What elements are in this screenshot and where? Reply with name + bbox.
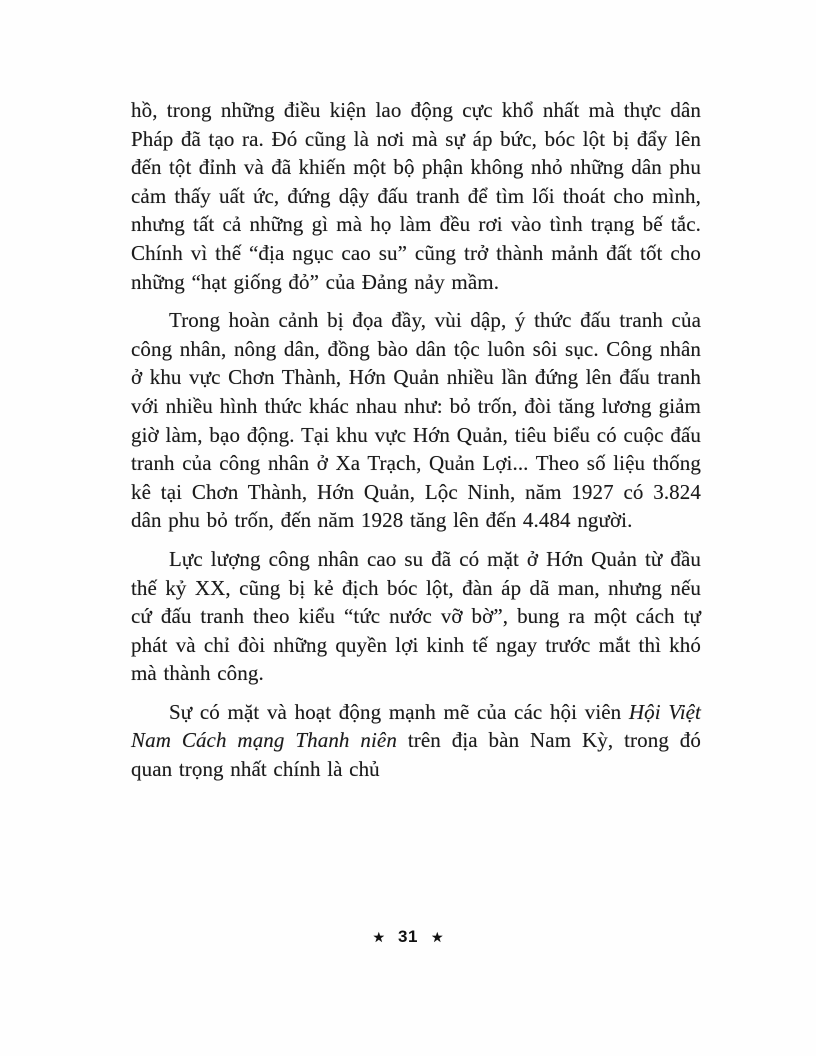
paragraph-3: Lực lượng công nhân cao su đã có mặt ở Hớn Quản từ đầu thế kỷ XX, cũng bị kẻ địch bóc lột, đàn áp dã man, nhưng nếu cứ đấu tranh theo kiểu “tức nước vỡ bờ”, bung ra một cách tự phát và chỉ đòi những quyền lợi kinh tế ngay trước mắt thì khó mà thành công. [131, 546, 701, 686]
paragraph-4 [131, 698, 701, 784]
paragraph-2: Trong hoàn cảnh bị đọa đầy, vùi dập, ý thức đấu tranh của công nhân, nông dân, đồng bào dân tộc luôn sôi sục. Công nhân ở khu vực Chơn Thành, Hớn Quản nhiều lần đứng lên đấu tranh với nhiều hình thức khác nhau như: bỏ trốn, đòi tăng lương giảm giờ làm, bạo động. Tại khu vực Hớn Quản, tiêu biểu có cuộc đấu tranh của công nhân ở Xa Trạch, Quản Lợi... Theo số liệu thống kê tại Chơn Thành, Hớn Quản, Lộc Ninh, năm 1927 có 3.824 dân phu bỏ trốn, đến năm 1928 tăng lên đến 4.484 người. [131, 308, 701, 533]
page-footer [0, 928, 816, 945]
star-icon: ★ [430, 928, 444, 945]
page-number: 31 [398, 927, 418, 946]
page-text [131, 96, 701, 784]
book-title-italic: Hội Việt Nam Cách mạng Thanh niên [131, 699, 701, 753]
star-icon: ★ [372, 928, 386, 945]
paragraph-1: hồ, trong những điều kiện lao động cực khổ nhất mà thực dân Pháp đã tạo ra. Đó cũng là nơi mà sự áp bức, bóc lột bị đẩy lên đến tột đỉnh và đã khiến một bộ phận không nhỏ những dân phu cảm thấy uất ức, đứng dậy đấu tranh để tìm lối thoát cho mình, nhưng tất cả những gì mà họ làm đều rơi vào tình trạng bế tắc. Chính vì thế “địa ngục cao su” cũng trở thành mảnh đất tốt cho những “hạt giống đỏ” của Đảng nảy mầm. [131, 98, 701, 294]
paragraph-4-text-after: trên địa bàn Nam Kỳ, trong đó quan trọng nhất chính là chủ [131, 728, 701, 782]
paragraph-4-text-before: Sự có mặt và hoạt động mạnh mẽ của các hội viên [169, 699, 629, 724]
